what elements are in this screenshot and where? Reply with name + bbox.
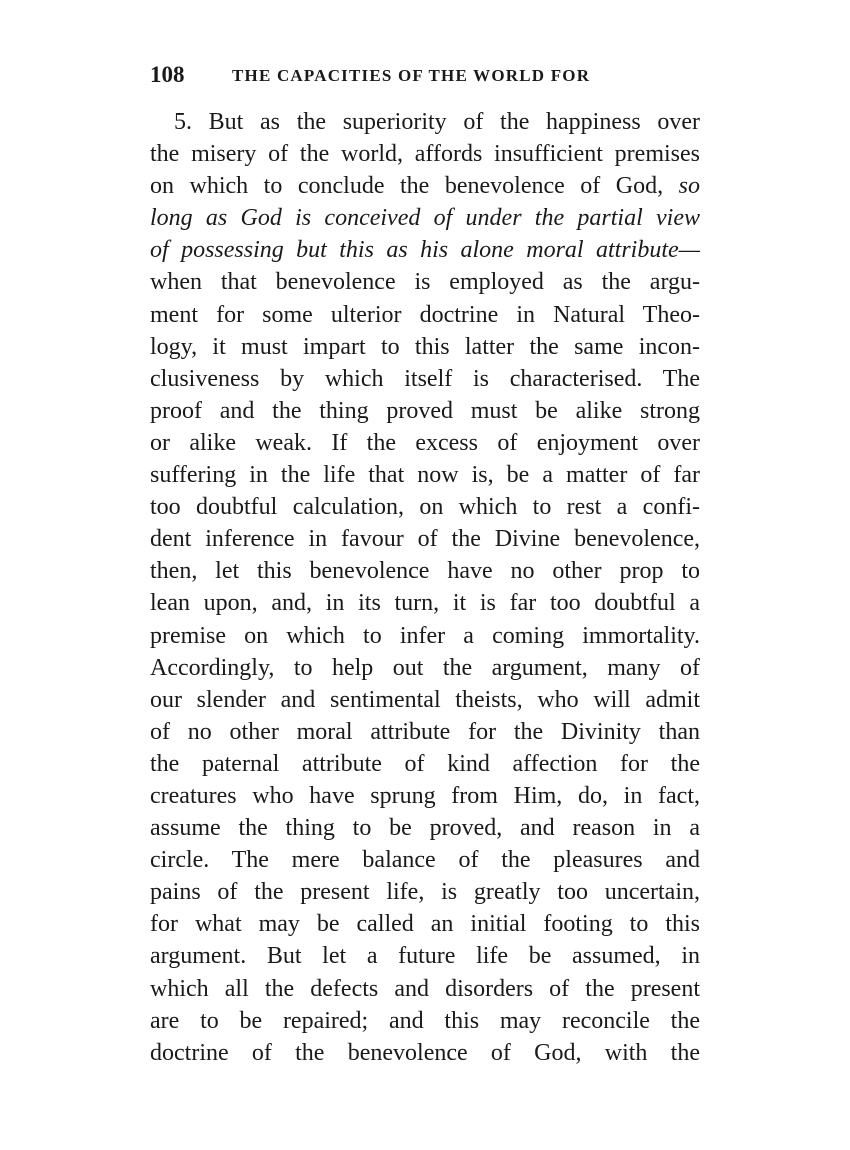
text-line	[150, 587, 700, 619]
roman-text: the misery of the world, affords insufficient premises	[150, 141, 700, 168]
roman-text: premise on which to infer a coming immortality.	[150, 622, 700, 649]
text-line	[150, 780, 700, 812]
roman-text: of no other moral attribute for the Divinity than	[150, 718, 700, 745]
roman-text: circle. The mere balance of the pleasures and	[150, 847, 700, 874]
roman-text: for what may be called an initial footing to this	[150, 911, 700, 938]
text-line	[150, 684, 700, 716]
roman-text: which all the defects and disorders of the present	[150, 975, 700, 1002]
text-line	[150, 395, 700, 427]
italic-text: long as God is conceived of under the partial view	[150, 205, 700, 232]
text-line	[150, 908, 700, 940]
roman-text: 5. But as the superiority of the happiness over	[174, 109, 700, 135]
roman-text: suffering in the life that now is, be a matter of far	[150, 462, 700, 489]
text-line	[150, 620, 700, 652]
roman-text: argument. But let a future life be assumed, in	[150, 943, 700, 970]
roman-text: clusiveness by which itself is characterised. The	[150, 365, 700, 392]
text-line	[150, 876, 700, 908]
text-line	[150, 652, 700, 684]
roman-text: then, let this benevolence have no other prop to	[150, 558, 700, 585]
text-line	[150, 202, 700, 234]
roman-text: creatures who have sprung from Him, do, in fact,	[150, 782, 700, 809]
page-number: 108	[150, 62, 185, 87]
body-text	[150, 106, 700, 1069]
text-line	[150, 234, 700, 266]
roman-text: doctrine of the benevolence of God, with the	[150, 1039, 700, 1066]
roman-text: proof and the thing proved must be alike strong	[150, 397, 700, 424]
roman-text: or alike weak. If the excess of enjoyment over	[150, 429, 700, 456]
text-line	[150, 940, 700, 972]
roman-text: too doubtful calculation, on which to rest a confi-	[150, 494, 700, 521]
text-line	[150, 363, 700, 395]
text-line	[150, 299, 700, 331]
roman-text: on which to conclude the benevolence of God,	[150, 173, 679, 200]
roman-text: when that benevolence is employed as the argu-	[150, 269, 700, 296]
text-line	[150, 1005, 700, 1037]
italic-text: of possessing but this as his alone moral attribute—	[150, 237, 700, 264]
italic-text: so	[678, 173, 700, 200]
roman-text: Accordingly, to help out the argument, many of	[150, 654, 700, 681]
text-line	[150, 427, 700, 459]
running-head	[150, 62, 710, 92]
text-line	[150, 973, 700, 1005]
text-line	[150, 555, 700, 587]
text-line	[150, 138, 700, 170]
text-line	[150, 266, 700, 298]
roman-text: are to be repaired; and this may reconcile the	[150, 1007, 700, 1034]
roman-text: logy, it must impart to this latter the same incon-	[150, 333, 700, 360]
text-line	[150, 331, 700, 363]
text-line	[150, 106, 700, 138]
roman-text: the paternal attribute of kind affection for the	[150, 750, 700, 777]
text-line	[150, 491, 700, 523]
roman-text: ment for some ulterior doctrine in Natural Theo-	[150, 301, 700, 328]
roman-text: our slender and sentimental theists, who will admit	[150, 686, 700, 713]
roman-text: assume the thing to be proved, and reason in a	[150, 815, 700, 842]
running-title: THE CAPACITIES OF THE WORLD FOR	[232, 66, 591, 85]
text-line	[150, 1037, 700, 1069]
text-line	[150, 716, 700, 748]
roman-text: pains of the present life, is greatly too uncertain,	[150, 879, 700, 906]
text-line	[150, 170, 700, 202]
roman-text: lean upon, and, in its turn, it is far too doubtful a	[150, 590, 700, 617]
roman-text: dent inference in favour of the Divine benevolence,	[150, 526, 700, 553]
text-line	[150, 812, 700, 844]
text-line	[150, 844, 700, 876]
text-line	[150, 459, 700, 491]
text-line	[150, 748, 700, 780]
text-line	[150, 523, 700, 555]
